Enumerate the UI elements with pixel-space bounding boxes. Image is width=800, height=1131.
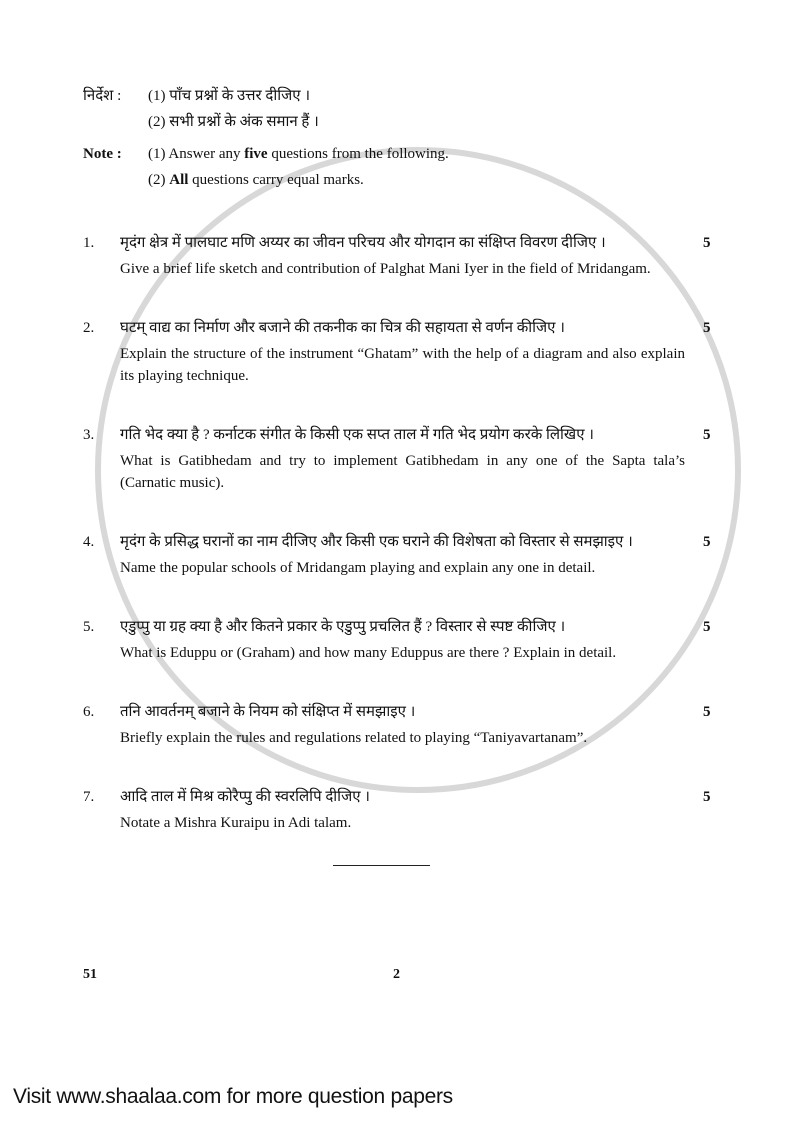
note-item-1: (1) Answer any five questions from the following. — [148, 146, 449, 162]
question-hindi: गति भेद क्या है ? कर्नाटक संगीत के किसी एक सप्त ताल में गति भेद प्रयोग करके लिखिए । — [120, 427, 594, 443]
question-5 — [0, 612, 800, 697]
question-number: 5. — [83, 619, 95, 635]
hindi-instructions-label: निर्देश : — [83, 88, 122, 104]
question-1 — [0, 228, 800, 313]
question-hindi: तनि आवर्तनम् बजाने के नियम को संक्षिप्त में समझाइए । — [120, 704, 416, 720]
question-marks: 5 — [703, 534, 711, 550]
question-marks: 5 — [703, 235, 711, 251]
question-marks: 5 — [703, 427, 711, 443]
end-rule — [333, 865, 430, 866]
question-marks: 5 — [703, 320, 711, 336]
question-4 — [0, 527, 800, 612]
question-number: 1. — [83, 235, 95, 251]
note-label: Note : — [83, 146, 122, 162]
paper-code: 51 — [83, 967, 97, 982]
note-item-2: (2) All questions carry equal marks. — [148, 172, 364, 188]
question-3 — [0, 420, 800, 527]
question-hindi: मृदंग क्षेत्र में पालघाट मणि अय्यर का जीवन परिचय और योगदान का संक्षिप्त विवरण दीजिए । — [120, 235, 606, 251]
question-english: What is Eduppu or (Graham) and how many Eduppus are there ? Explain in detail. — [120, 645, 617, 661]
question-7 — [0, 782, 800, 867]
shaalaa-banner: Visit www.shaalaa.com for more question papers — [13, 1085, 453, 1108]
page-number: 2 — [393, 967, 400, 982]
question-marks: 5 — [703, 619, 711, 635]
question-english: Name the popular schools of Mridangam playing and explain any one in detail. — [120, 560, 596, 576]
instructions — [83, 84, 703, 194]
question-english: Briefly explain the rules and regulations related to playing “Taniyavartanam”. — [120, 730, 588, 746]
question-marks: 5 — [703, 704, 711, 720]
question-hindi: एडुप्पु या ग्रह क्या है और कितने प्रकार के एडुप्पु प्रचलित हैं ? विस्तार से स्पष्ट कीजिए । — [120, 619, 566, 635]
question-number: 6. — [83, 704, 95, 720]
question-6 — [0, 697, 800, 782]
question-english: Notate a Mishra Kuraipu in Adi talam. — [120, 815, 352, 831]
question-list — [0, 228, 800, 866]
question-2 — [0, 313, 800, 420]
hindi-instruction-2: (2) सभी प्रश्नों के अंक समान हैं । — [148, 114, 319, 130]
question-number: 2. — [83, 320, 95, 336]
question-english: What is Gatibhedam and try to implement Gatibhedam in any one of the Sapta tala’s (Carnatic music). — [120, 453, 685, 491]
question-hindi: आदि ताल में मिश्र कोरैप्पु की स्वरलिपि दीजिए । — [120, 789, 370, 805]
question-number: 7. — [83, 789, 95, 805]
question-hindi: मृदंग के प्रसिद्ध घरानों का नाम दीजिए और किसी एक घराने की विशेषता को विस्तार से समझाइए । — [120, 534, 633, 550]
question-english: Give a brief life sketch and contribution of Palghat Mani Iyer in the field of Mridangam. — [120, 261, 651, 277]
question-english: Explain the structure of the instrument “Ghatam” with the help of a diagram and also explain its playing technique. — [120, 346, 685, 384]
question-number: 3. — [83, 427, 95, 443]
question-number: 4. — [83, 534, 95, 550]
question-marks: 5 — [703, 789, 711, 805]
question-hindi: घटम् वाद्य का निर्माण और बजाने की तकनीक का चित्र की सहायता से वर्णन कीजिए । — [120, 320, 565, 336]
hindi-instruction-1: (1) पाँच प्रश्नों के उत्तर दीजिए । — [148, 88, 311, 104]
